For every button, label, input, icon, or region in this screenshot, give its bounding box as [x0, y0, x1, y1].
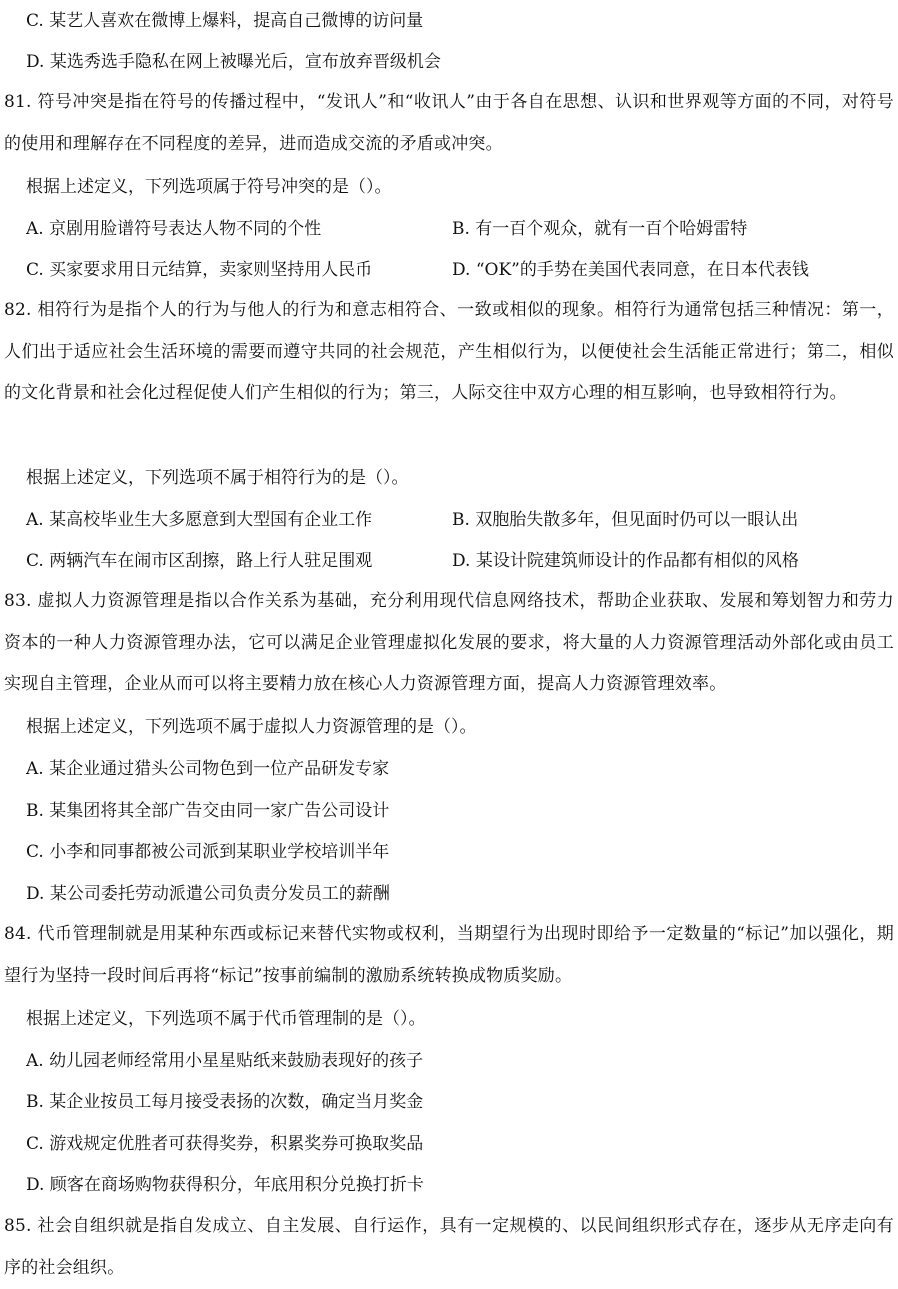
question-83-option-b: B. 某集团将其全部广告交由同一家广告公司设计 — [26, 801, 390, 821]
question-82-option-d: D. 某设计院建筑师设计的作品都有相似的风格 — [452, 551, 799, 571]
question-82-option-c: C. 两辆汽车在闹市区刮擦，路上行人驻足围观 — [26, 551, 373, 571]
question-81-option-b: B. 有一百个观众，就有一百个哈姆雷特 — [452, 219, 748, 239]
question-84-stem: 84. 代币管理制就是用某种东西或标记来替代实物或权利，当期望行为出现时即给予一定数量的“标记”加以强化，期望行为坚持一段时间后再将“标记”按事前编制的激励系统转换成物质奖励。 — [4, 924, 894, 986]
question-81-option-c: C. 买家要求用日元结算，卖家则坚持用人民币 — [26, 260, 373, 280]
question-83-prompt: 根据上述定义，下列选项不属于虚拟人力资源管理的是（）。 — [26, 717, 477, 737]
question-81-prompt: 根据上述定义，下列选项属于符号冲突的是（）。 — [26, 177, 392, 197]
question-83-stem: 83. 虚拟人力资源管理是指以合作关系为基础，充分利用现代信息网络技术，帮助企业获取、发展和筹划智力和劳力资本的一种人力资源管理办法，它可以满足企业管理虚拟化发展的要求，将大量的人力资源管理活动外部化或由员工实现自主管理，企业从而可以将主要精力放在核心人力资源管理方面，提高人力资源管理效率。 — [4, 591, 894, 694]
question-82-prompt: 根据上述定义，下列选项不属于相符行为的是（）。 — [26, 468, 409, 488]
question-82-option-a: A. 某高校毕业生大多愿意到大型国有企业工作 — [26, 510, 373, 530]
question-83-option-a: A. 某企业通过猎头公司物色到一位产品研发专家 — [26, 759, 390, 779]
question-84-option-b: B. 某企业按员工每月接受表扬的次数，确定当月奖金 — [26, 1092, 424, 1112]
question-83-option-c: C. 小李和同事都被公司派到某职业学校培训半年 — [26, 842, 390, 862]
question-85-stem: 85. 社会自组织就是指自发成立、自主发展、自行运作，具有一定规模的、以民间组织形式存在，逐步从无序走向有序的社会组织。 — [4, 1216, 894, 1278]
question-82-stem: 82. 相符行为是指个人的行为与他人的行为和意志相符合、一致或相似的现象。相符行为通常包括三种情况：第一，人们出于适应社会生活环境的需要而遵守共同的社会规范，产生相似行为，以便使社会生活能正常进行；第二，相似的文化背景和社会化过程促使人们产生相似的行为；第三，人际交往中双方心理的相互影响，也导致相符行为。 — [4, 300, 894, 403]
question-83-option-d: D. 某公司委托劳动派遣公司负责分发员工的薪酬 — [26, 884, 390, 904]
question-82-option-b: B. 双胞胎失散多年，但见面时仍可以一眼认出 — [452, 510, 799, 530]
question-81-option-a: A. 京剧用脸谱符号表达人物不同的个性 — [26, 219, 322, 239]
option-c: C. 某艺人喜欢在微博上爆料，提高自己微博的访问量 — [26, 11, 424, 31]
question-81-stem: 81. 符号冲突是指在符号的传播过程中，“发讯人”和“收讯人”由于各自在思想、认识和世界观等方面的不同，对符号的使用和理解存在不同程度的差异，进而造成交流的矛盾或冲突。 — [4, 92, 894, 154]
question-81-option-d: D. “OK”的手势在美国代表同意，在日本代表钱 — [452, 260, 809, 280]
question-84-option-d: D. 顾客在商场购物获得积分，年底用积分兑换打折卡 — [26, 1175, 424, 1195]
question-84-prompt: 根据上述定义，下列选项不属于代币管理制的是（）。 — [26, 1009, 426, 1029]
option-d: D. 某选秀选手隐私在网上被曝光后，宣布放弃晋级机会 — [26, 52, 441, 72]
question-84-option-a: A. 幼儿园老师经常用小星星贴纸来鼓励表现好的孩子 — [26, 1051, 424, 1071]
question-84-option-c: C. 游戏规定优胜者可获得奖券，积累奖券可换取奖品 — [26, 1134, 424, 1154]
